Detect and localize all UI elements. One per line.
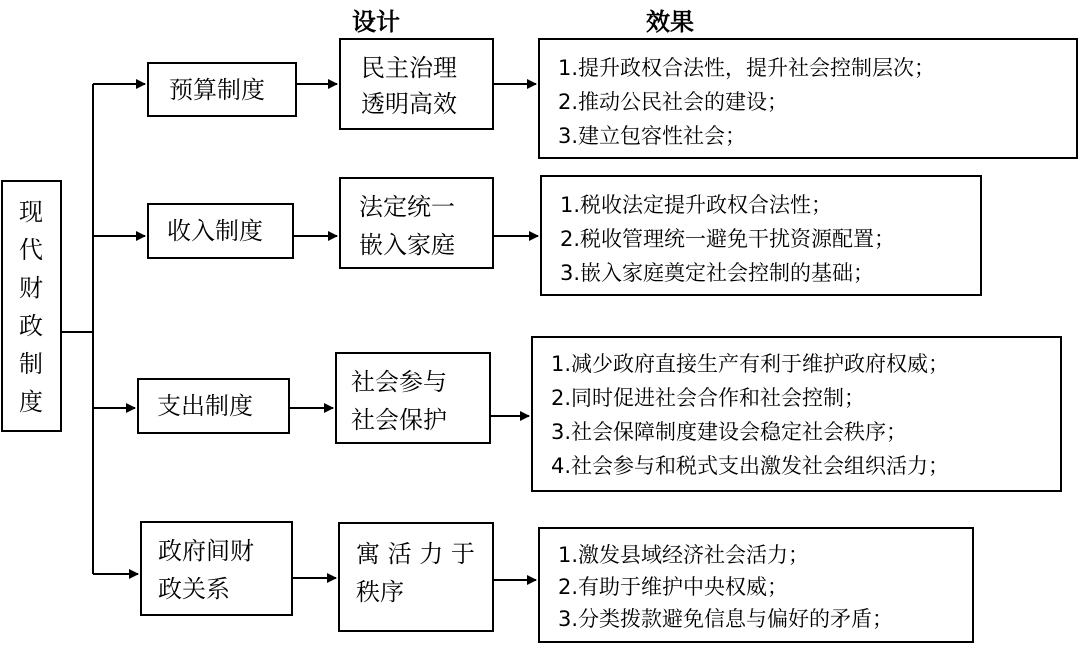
root-char: 政 — [19, 312, 43, 340]
design-line: 社会保护 — [351, 406, 447, 434]
effects-box-intergov — [538, 527, 974, 643]
design-line: 社会参与 — [351, 368, 447, 396]
system-box-revenue — [147, 203, 294, 259]
effect-item: 1.提升政权合法性，提升社会控制层次； — [558, 56, 936, 80]
effect-item: 2.同时促进社会合作和社会控制； — [551, 386, 866, 410]
effect-item: 3.社会保障制度建设会稳定社会秩序； — [551, 420, 908, 444]
effects-box-expenditure — [531, 336, 1062, 492]
effects-box-budget — [538, 38, 1078, 159]
effect-item: 2.税收管理统一避免干扰资源配置； — [560, 227, 896, 251]
effect-item: 3.嵌入家庭奠定社会控制的基础； — [560, 261, 875, 285]
design-box-expenditure — [335, 352, 491, 444]
root-box — [1, 180, 62, 432]
design-line: 民主治理 — [361, 54, 457, 82]
design-line: 法定统一 — [359, 193, 455, 221]
design-box-budget — [339, 38, 494, 130]
effects-box-revenue — [540, 175, 982, 296]
design-line: 嵌入家庭 — [359, 231, 455, 259]
root-char: 制 — [19, 350, 43, 378]
design-line: 透明高效 — [361, 90, 457, 118]
root-char: 代 — [19, 236, 43, 264]
system-label: 预算制度 — [169, 76, 265, 104]
system-box-expenditure — [137, 378, 290, 434]
effect-item: 3.建立包容性社会； — [558, 124, 747, 148]
effect-item: 1.激发县域经济社会活力； — [558, 543, 810, 567]
effect-item: 3.分类拨款避免信息与偏好的矛盾； — [558, 607, 894, 631]
system-box-intergov — [140, 521, 293, 616]
system-label: 收入制度 — [167, 217, 263, 245]
root-char: 度 — [19, 388, 43, 416]
system-label: 政府间财 — [158, 537, 254, 565]
design-box-revenue — [339, 177, 494, 269]
design-line: 寓 活 力 于 — [356, 540, 475, 568]
root-char: 财 — [19, 274, 43, 302]
effect-item: 1.税收法定提升政权合法性； — [560, 193, 833, 217]
design-line: 秩序 — [356, 578, 404, 606]
design-box-intergov — [338, 522, 494, 632]
effect-item: 4.社会参与和税式支出激发社会组织活力； — [551, 454, 950, 478]
system-label: 支出制度 — [157, 392, 253, 420]
effect-item: 2.有助于维护中央权威； — [558, 575, 789, 599]
system-box-budget — [147, 62, 297, 117]
header-effect: 效果 — [646, 8, 694, 36]
effect-item: 1.减少政府直接生产有利于维护政府权威； — [551, 352, 950, 376]
system-label: 政关系 — [158, 575, 230, 603]
root-char: 现 — [19, 198, 43, 226]
header-design: 设计 — [352, 8, 400, 36]
effect-item: 2.推动公民社会的建设； — [558, 90, 789, 114]
